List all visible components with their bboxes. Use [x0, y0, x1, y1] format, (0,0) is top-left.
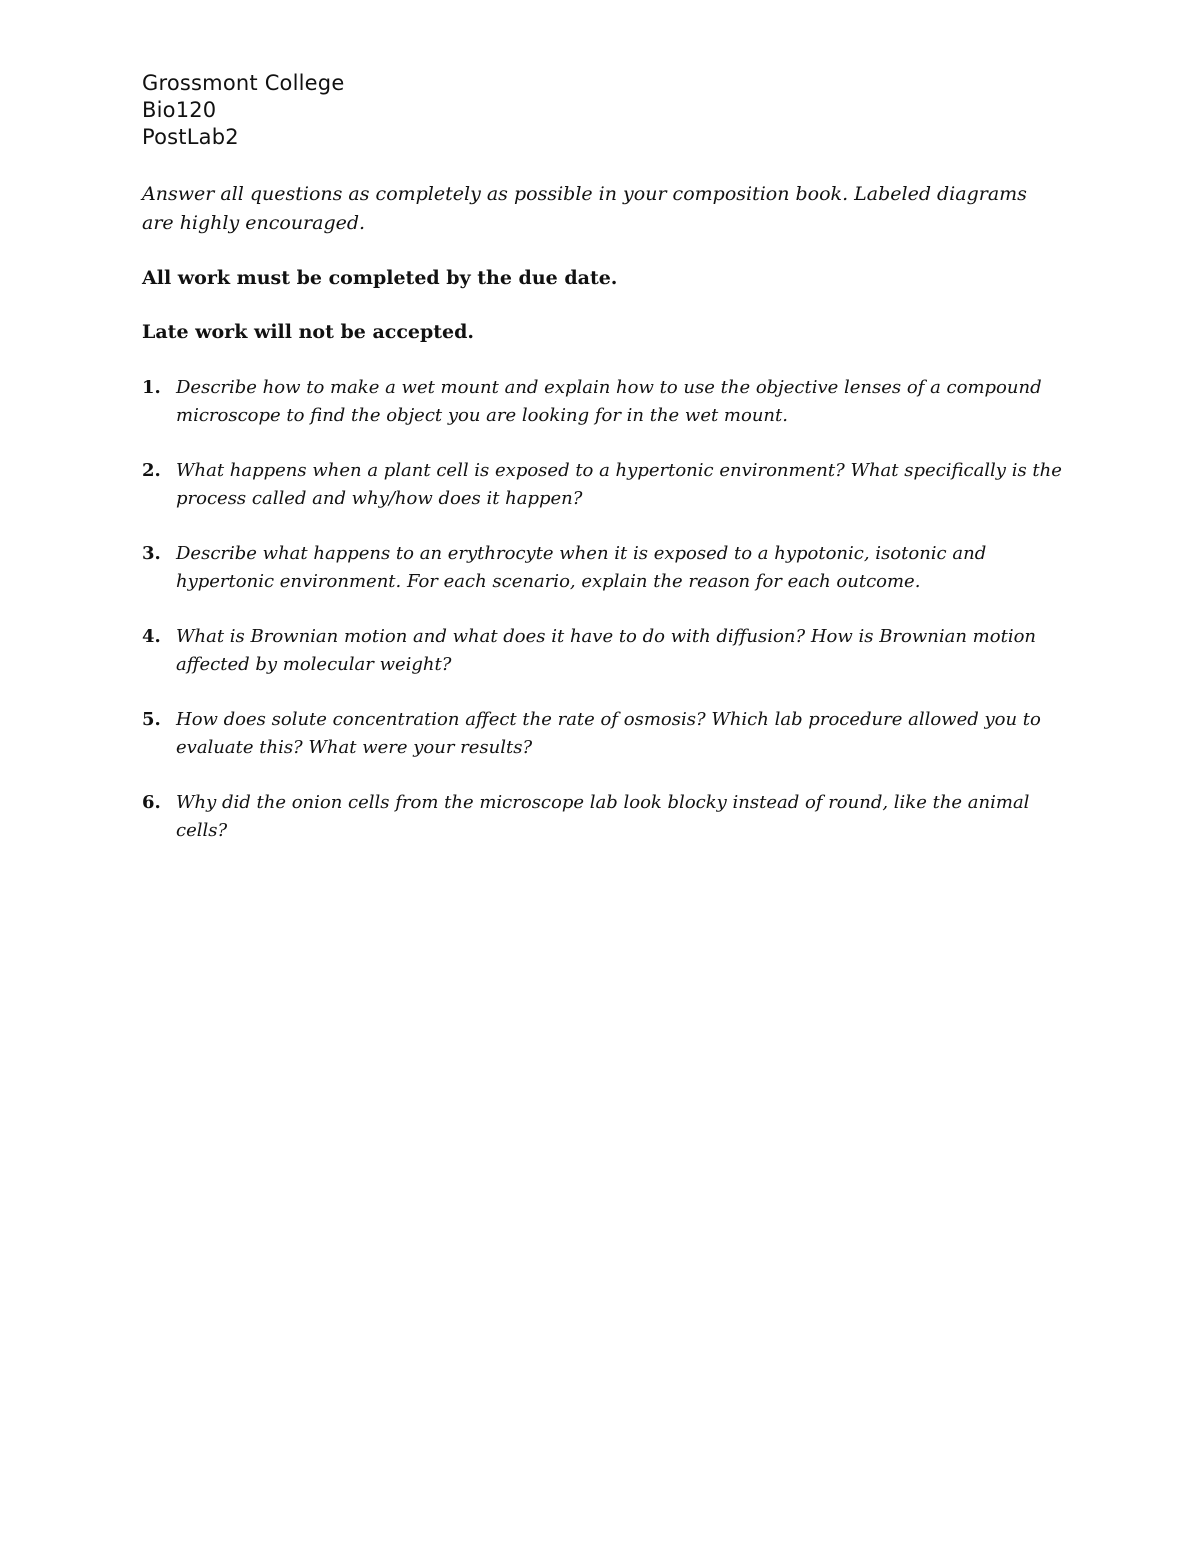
- instructions: Answer all questions as completely as possible in your composition book. Labeled diagrams are highly encouraged.: [142, 183, 1027, 234]
- question-number: 5.: [142, 709, 161, 730]
- document-header: [142, 70, 344, 151]
- late-work-notice: Late work will not be accepted.: [142, 321, 475, 343]
- question-number: 2.: [142, 460, 161, 481]
- question-list: [142, 374, 1072, 872]
- question-number: 3.: [142, 543, 161, 564]
- question-number: 4.: [142, 626, 161, 647]
- question-item: [142, 374, 1072, 430]
- question-item: [142, 540, 1072, 596]
- question-text: How does solute concentration affect the rate of osmosis? Which lab procedure allowed you to evaluate this? What were your results?: [176, 709, 1041, 758]
- question-number: 1.: [142, 377, 161, 398]
- question-item: [142, 623, 1072, 679]
- question-text: Describe how to make a wet mount and explain how to use the objective lenses of a compound microscope to find the object you are looking for in the wet mount.: [176, 377, 1042, 426]
- question-item: [142, 706, 1072, 762]
- question-item: [142, 789, 1072, 845]
- question-item: [142, 457, 1072, 513]
- question-text: What happens when a plant cell is exposed to a hypertonic environment? What specifically is the process called and why/how does it happen?: [176, 460, 1062, 509]
- course-code: Bio120: [142, 98, 217, 122]
- due-date-notice: All work must be completed by the due date.: [142, 267, 618, 289]
- assignment-title: PostLab2: [142, 125, 239, 149]
- question-text: What is Brownian motion and what does it have to do with diffusion? How is Brownian motion affected by molecular weight?: [176, 626, 1037, 675]
- question-text: Describe what happens to an erythrocyte when it is exposed to a hypotonic, isotonic and hypertonic environment. For each scenario, explain the reason for each outcome.: [176, 543, 987, 592]
- question-text: Why did the onion cells from the microscope lab look blocky instead of round, like the animal cells?: [176, 792, 1030, 841]
- college-name: Grossmont College: [142, 71, 345, 95]
- question-number: 6.: [142, 792, 161, 813]
